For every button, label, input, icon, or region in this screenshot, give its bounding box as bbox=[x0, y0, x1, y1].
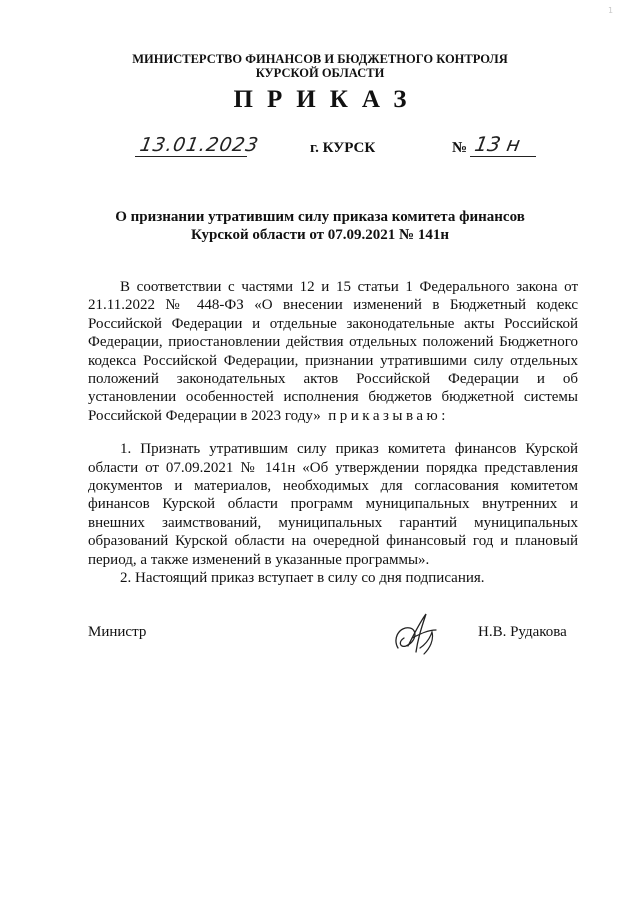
organization-line-1: МИНИСТЕРСТВО ФИНАНСОВ И БЮДЖЕТНОГО КОНТРОЛЯ bbox=[132, 52, 508, 66]
handwritten-date: 13.01.2023 bbox=[138, 134, 261, 156]
date-underline bbox=[135, 156, 247, 157]
organization-line-2: КУРСКОЙ ОБЛАСТИ bbox=[255, 66, 385, 80]
handwritten-signature bbox=[390, 608, 440, 660]
number-label: № bbox=[452, 140, 468, 156]
order-word: приказываю: bbox=[328, 407, 449, 424]
city: г. КУРСК bbox=[310, 140, 376, 156]
subject-line-1: О признании утратившим силу приказа комитета финансов bbox=[115, 209, 525, 225]
handwritten-number: 13 н bbox=[472, 132, 523, 156]
number-underline bbox=[470, 156, 536, 157]
signer-position: Министр bbox=[88, 624, 147, 640]
subject-line-2: Курской области от 07.09.2021 № 141н bbox=[191, 227, 449, 243]
order-body bbox=[88, 278, 578, 588]
preamble-text: В соответствии с частями 12 и 15 статьи 1 Федерального закона от 21.11.2022 № 448-ФЗ «О внесении изменений в Бюджетный кодекс Российской Федерации и отдельные законодательные акты Российской Федерации, приостановлении действия отдельных положений Бюджетного кодекса Российской Федерации, признании утратившими силу отдельных положений законодательных актов Российской Федерации и об установлении особенностей исполнения бюджетов бюджетной системы Российской Федерации в 2023 году» bbox=[88, 279, 578, 424]
order-item-2: 2. Настоящий приказ вступает в силу со дня подписания. bbox=[120, 570, 485, 587]
preamble-paragraph bbox=[88, 278, 578, 425]
document-type-title: ПРИКАЗ bbox=[233, 86, 421, 113]
organization-name bbox=[0, 52, 640, 80]
order-item-1: 1. Признать утратившим силу приказ комитета финансов Курской области от 07.09.2021 № 141н «Об утверждении порядка представления документов и материалов, необходимых для согласования комитетом финансов Курской области программ муниципальных внутренних и внешних заимствований, муниципальных гарантий муниципальных образований Курской области на очередной финансовый год и плановый период, а также изменений в указанные программы». bbox=[88, 441, 578, 568]
signer-name: Н.В. Рудакова bbox=[478, 624, 567, 640]
order-subject bbox=[0, 208, 640, 244]
corner-mark: 1 bbox=[608, 6, 614, 15]
